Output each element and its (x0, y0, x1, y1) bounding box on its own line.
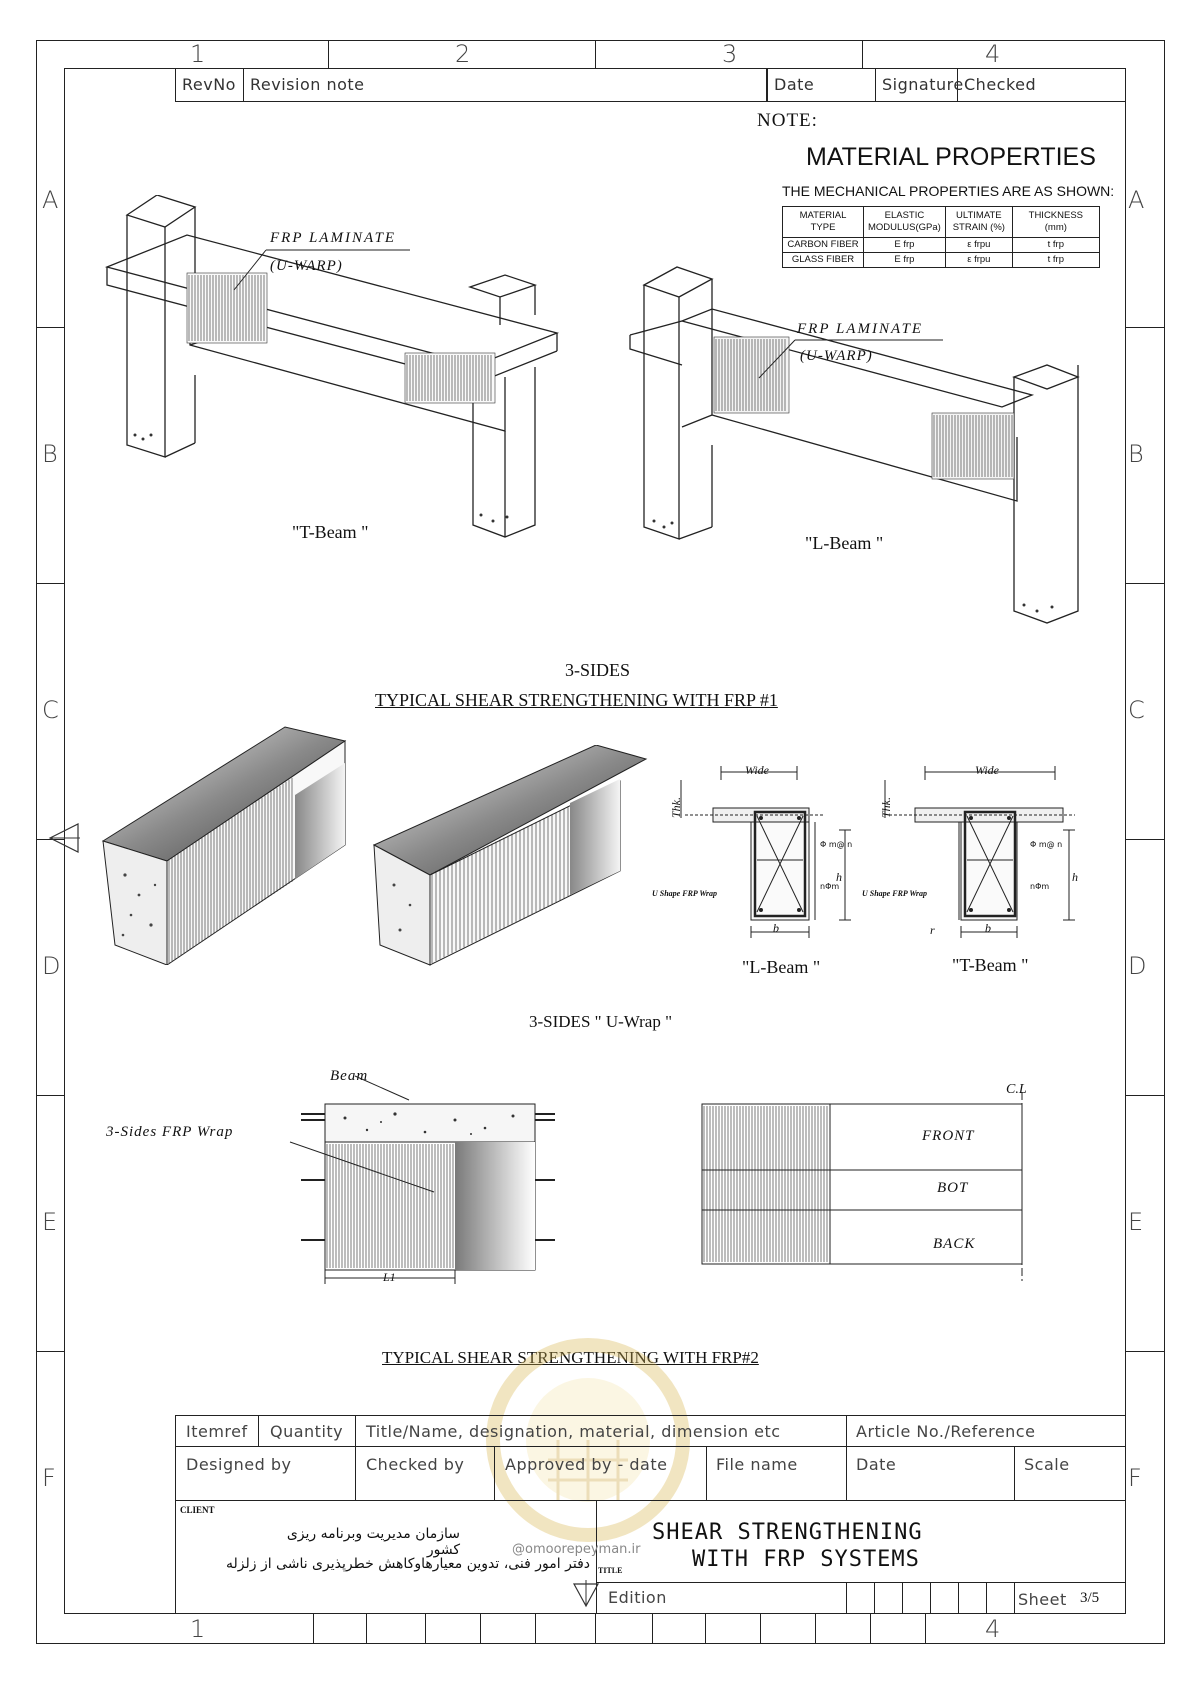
wrap-label: 3-Sides FRP Wrap (106, 1124, 234, 1140)
l-section-rebar1: Φ m@ n (820, 840, 853, 849)
bottom-strip-divider (366, 1614, 367, 1644)
table-cell: CARBON FIBER (783, 238, 864, 253)
title-block (175, 1415, 1126, 1614)
zone-divider (595, 40, 596, 68)
itemref-header: Itemref (186, 1422, 248, 1441)
t-section-h: h (1072, 870, 1078, 884)
t-section-thk: Thk. (879, 797, 893, 818)
beam-label: Beam (330, 1068, 369, 1084)
tb-divider (494, 1446, 495, 1500)
zone-divider (862, 40, 863, 68)
client-label: CLIENT (180, 1505, 215, 1515)
zone-row-a-right: A (1128, 186, 1145, 214)
l-beam-label-2: "L-Beam " (742, 957, 821, 977)
rev-no-header: RevNo (176, 68, 244, 101)
t-section-wide: Wide (975, 763, 999, 777)
tb-divider (986, 1582, 987, 1614)
l-section-thk: Thk. (669, 797, 683, 818)
t-beam-label-2: "T-Beam " (952, 955, 1029, 975)
bottom-strip-divider (815, 1614, 816, 1644)
t-beam-leader-line (230, 246, 410, 296)
t-section-u-shape: U Shape FRP Wrap (862, 889, 927, 898)
tb-divider (874, 1582, 875, 1614)
zone-col-2-top: 2 (455, 40, 471, 68)
l1-dimension: L1 (383, 1270, 396, 1284)
rev-checked-header: Checked (964, 75, 1037, 94)
zone-divider (1126, 839, 1165, 840)
table-header: ULTIMATE STRAIN (%) (945, 207, 1012, 238)
edition-label: Edition (608, 1588, 667, 1607)
bottom-strip-divider (425, 1614, 426, 1644)
zone-divider (328, 40, 329, 68)
tb-divider (706, 1446, 707, 1500)
note-label: NOTE: (757, 110, 818, 131)
tb-divider (846, 1415, 847, 1500)
bottom-strip-divider (870, 1614, 871, 1644)
table-cell: E frp (864, 238, 946, 253)
table-cell: t frp (1012, 238, 1099, 253)
zone-divider (1126, 327, 1165, 328)
bottom-strip-divider (480, 1614, 481, 1644)
rev-signature-header: Signature (876, 68, 958, 101)
zone-divider (1126, 583, 1165, 584)
material-properties-heading: MATERIAL PROPERTIES (806, 143, 1096, 171)
watermark-site-text: @omoorepeyman.ir (512, 1542, 641, 1557)
bottom-strip-divider (595, 1614, 596, 1644)
tb-divider (596, 1582, 1126, 1583)
zone-divider (36, 327, 64, 328)
table-cell: t frp (1012, 253, 1099, 268)
bottom-strip-divider (313, 1614, 314, 1644)
client-line-1: سازمان مدیریت وبرنامه ریزی کشور (286, 1526, 460, 1558)
title-label: TITLE (598, 1566, 623, 1575)
material-properties-subheading: THE MECHANICAL PROPERTIES ARE AS SHOWN: (782, 183, 1115, 199)
rev-note-header: Revision note (244, 68, 767, 101)
l-section-rebar2: nΦm (820, 882, 840, 891)
layout-back-label: BACK (933, 1236, 976, 1252)
zone-divider (1126, 1095, 1165, 1096)
zone-row-a-left: A (42, 186, 59, 214)
approved-by-label: Approved by - date (505, 1455, 668, 1474)
zone-row-d-left: D (42, 952, 61, 980)
zone-row-c-left: C (42, 696, 59, 724)
zone-divider (36, 583, 64, 584)
zone-col-1-top: 1 (190, 40, 206, 68)
centerline-label: C.L (1006, 1082, 1027, 1097)
layout-front-label: FRONT (922, 1128, 975, 1144)
designed-by-label: Designed by (186, 1455, 292, 1474)
client-line-2: دفتر امور فنی، تدوین معیارهاوکاهش خطرپذیری ناشی از زلزله (225, 1556, 590, 1572)
tb-divider (175, 1500, 1126, 1501)
bottom-strip-divider (705, 1614, 706, 1644)
zone-row-f-right: F (1128, 1464, 1142, 1492)
l-beam-leader-line (755, 336, 945, 382)
centering-arrow-icon (46, 820, 82, 856)
t-beam-label-1: "T-Beam " (292, 522, 369, 542)
sheet-label: Sheet (1018, 1590, 1067, 1609)
table-cell: GLASS FIBER (783, 253, 864, 268)
article-header: Article No./Reference (856, 1422, 1036, 1441)
checked-by-label: Checked by (366, 1455, 465, 1474)
table-cell: ε frpu (945, 238, 1012, 253)
tb-divider (958, 1582, 959, 1614)
quantity-header: Quantity (270, 1422, 344, 1441)
tb-divider (846, 1582, 847, 1614)
u-wrap-isometric-left (95, 725, 355, 965)
zone-col-3-top: 3 (722, 40, 738, 68)
tb-divider (1014, 1582, 1015, 1614)
l-section-h: h (836, 870, 842, 884)
zone-divider (36, 1095, 64, 1096)
bottom-strip-divider (925, 1614, 926, 1644)
sheet-number: 3/5 (1080, 1590, 1100, 1606)
wrap-leader-line (200, 1140, 440, 1200)
zone-row-e-right: E (1128, 1208, 1144, 1236)
zone-row-d-right: D (1128, 952, 1147, 980)
l-section-u-shape: U Shape FRP Wrap (652, 889, 717, 898)
tb-divider (175, 1446, 1126, 1447)
table-cell: ε frpu (945, 253, 1012, 268)
u-wrap-isometric-right (370, 745, 650, 970)
zone-row-b-left: B (42, 440, 58, 468)
zone-divider (1126, 1351, 1165, 1352)
section3-title: TYPICAL SHEAR STRENGTHENING WITH FRP#2 (382, 1348, 759, 1367)
zone-row-e-left: E (42, 1208, 58, 1236)
l-beam-section (665, 760, 860, 945)
t-beam-callout-2: (U-WARP) (270, 258, 343, 274)
scale-label: Scale (1024, 1455, 1070, 1474)
table-header: ELASTIC MODULUS(GPa) (864, 207, 946, 238)
bottom-strip-divider (652, 1614, 653, 1644)
zone-divider (36, 1351, 64, 1352)
t-section-r: r (930, 923, 935, 937)
file-name-label: File name (716, 1455, 798, 1474)
tb-divider (258, 1415, 259, 1446)
bottom-strip-divider (535, 1614, 536, 1644)
layout-bot-label: BOT (937, 1180, 969, 1196)
drawing-title-line-2: WITH FRP SYSTEMS (692, 1547, 920, 1572)
section2-subtitle: 3-SIDES " U-Wrap " (529, 1012, 673, 1031)
centering-arrow-bottom-icon (572, 1580, 600, 1608)
t-section-b: b (985, 921, 991, 935)
title-name-header: Title/Name, designation, material, dimension etc (366, 1422, 781, 1441)
revision-header (175, 68, 1126, 102)
tb-divider (930, 1582, 931, 1614)
zone-row-c-right: C (1128, 696, 1145, 724)
tb-date-label: Date (856, 1455, 897, 1474)
zone-col-4-bottom: 4 (985, 1615, 1001, 1643)
l-beam-callout-2: (U-WARP) (800, 348, 873, 364)
section1-title: TYPICAL SHEAR STRENGTHENING WITH FRP #1 (375, 690, 778, 710)
drawing-title-line-1: SHEAR STRENGTHENING (652, 1520, 923, 1545)
t-section-rebar1: Φ m@ n (1030, 840, 1063, 849)
l-section-wide: Wide (745, 763, 769, 777)
zone-row-b-right: B (1128, 440, 1144, 468)
rev-date-header: Date (767, 68, 876, 101)
zone-col-1-bottom: 1 (190, 1615, 206, 1643)
t-section-rebar2: nΦm (1030, 882, 1050, 891)
bottom-strip-divider (760, 1614, 761, 1644)
table-cell: E frp (864, 253, 946, 268)
tb-divider (902, 1582, 903, 1614)
l-beam-label-1: "L-Beam " (805, 533, 884, 553)
tb-divider (355, 1415, 356, 1500)
table-header: THICKNESS (mm) (1012, 207, 1099, 238)
l-beam-callout: FRP LAMINATE (797, 321, 924, 337)
t-beam-section (875, 760, 1085, 945)
tb-divider (1014, 1446, 1015, 1500)
zone-col-4-top: 4 (985, 40, 1001, 68)
section1-subtitle: 3-SIDES (565, 660, 631, 680)
table-header: MATERIAL TYPE (783, 207, 864, 238)
frp-layout-plan (700, 1092, 1030, 1282)
zone-row-f-left: F (42, 1464, 56, 1492)
t-beam-callout: FRP LAMINATE (270, 230, 397, 246)
l-section-b: b (773, 921, 779, 935)
material-properties-table (782, 206, 1100, 268)
